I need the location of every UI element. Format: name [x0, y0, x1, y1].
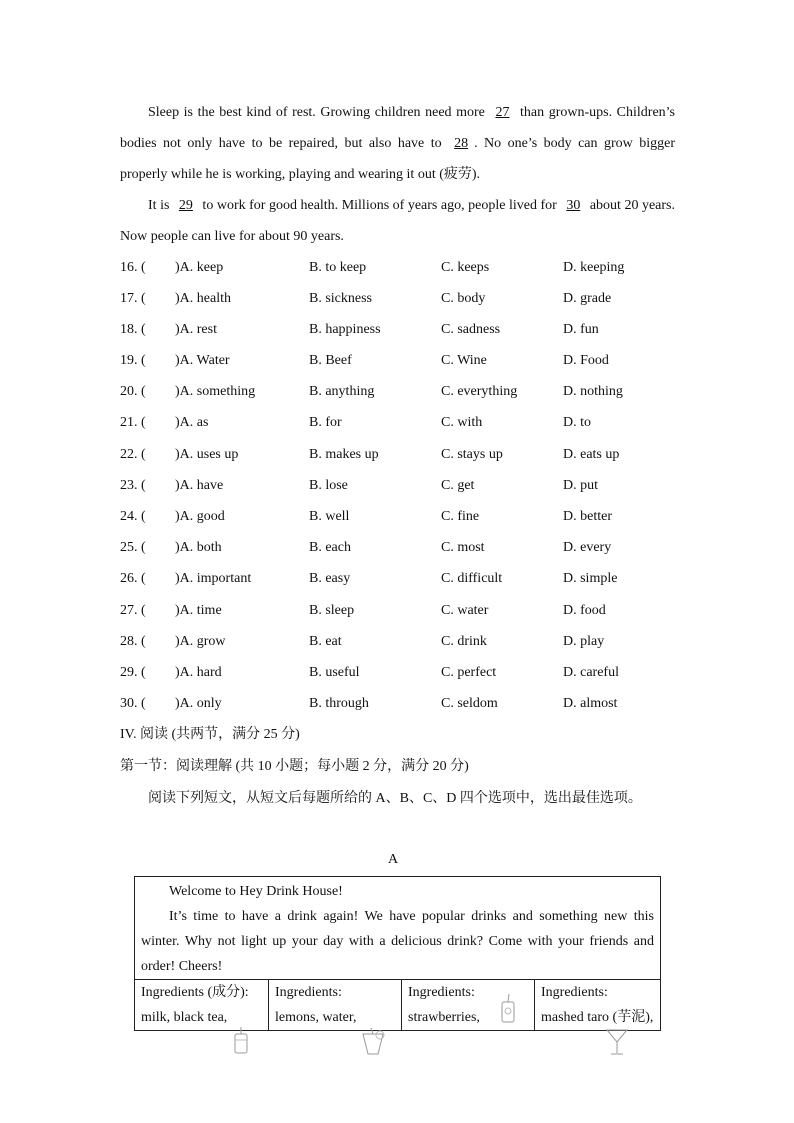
strawberry-drink-icon: [496, 993, 520, 1025]
question-number: 21. (: [120, 415, 146, 430]
option-b: B. happiness: [309, 322, 381, 337]
option-c: C. body: [441, 291, 486, 306]
ingredients-list: lemons, water,: [275, 1010, 357, 1025]
option-c: C. seldom: [441, 696, 498, 711]
question-number: 29. (: [120, 665, 146, 680]
question-row: [120, 694, 680, 714]
option-b: B. makes up: [309, 447, 379, 462]
ingredients-cell: [135, 980, 269, 1031]
part-title: 第一节：阅读理解 (共 10 小题；每小题 2 分，满分 20 分): [120, 759, 469, 774]
option-d: D. grade: [563, 291, 612, 306]
option-a: )A. have: [175, 478, 224, 493]
question-number: 20. (: [120, 384, 146, 399]
question-row: [120, 632, 680, 652]
option-c: C. drink: [441, 634, 487, 649]
ingredients-cell: [535, 980, 661, 1031]
option-c: C. perfect: [441, 665, 497, 680]
ad-welcome: Welcome to Hey Drink House!: [169, 884, 343, 899]
option-a: )A. time: [175, 603, 222, 618]
option-d: D. keeping: [563, 260, 625, 275]
milk-tea-cup-icon: [230, 1026, 252, 1056]
option-c: C. most: [441, 540, 485, 555]
blank-30: 30: [566, 198, 581, 213]
option-b: B. for: [309, 415, 342, 430]
question-number: 30. (: [120, 696, 146, 711]
option-b: B. lose: [309, 478, 348, 493]
option-a: )A. uses up: [175, 447, 239, 462]
option-a: )A. something: [175, 384, 256, 399]
question-number: 25. (: [120, 540, 146, 555]
question-number: 18. (: [120, 322, 146, 337]
blank-27: 27: [495, 105, 510, 120]
option-b: B. useful: [309, 665, 360, 680]
option-c: C. everything: [441, 384, 518, 399]
option-a: )A. important: [175, 571, 252, 586]
question-row: [120, 258, 680, 278]
blank-29: 29: [178, 198, 193, 213]
question-number: 26. (: [120, 571, 146, 586]
passage-text: to work for good health. Millions of years ago, people lived for: [198, 198, 561, 213]
question-number: 17. (: [120, 291, 146, 306]
section-title: IV. 阅读 (共两节，满分 25 分): [120, 727, 300, 742]
ingredients-heading: Ingredients:: [541, 985, 608, 1000]
question-number: 22. (: [120, 447, 146, 462]
option-b: B. easy: [309, 571, 351, 586]
question-number: 19. (: [120, 353, 146, 368]
option-d: D. nothing: [563, 384, 623, 399]
question-number: 23. (: [120, 478, 146, 493]
question-row: [120, 413, 680, 433]
option-a: )A. hard: [175, 665, 222, 680]
option-b: B. Beef: [309, 353, 352, 368]
question-row: [120, 289, 680, 309]
question-row: [120, 320, 680, 340]
ingredients-heading: Ingredients (成分):: [141, 985, 249, 1000]
passage-text: It is: [148, 198, 173, 213]
question-row: [120, 351, 680, 371]
option-d: D. put: [563, 478, 598, 493]
option-d: D. Food: [563, 353, 609, 368]
question-number: 28. (: [120, 634, 146, 649]
option-d: D. every: [563, 540, 612, 555]
option-c: C. sadness: [441, 322, 501, 337]
option-b: B. sickness: [309, 291, 372, 306]
question-row: [120, 569, 680, 589]
ingredients-heading: Ingredients:: [408, 985, 475, 1000]
ingredients-heading: Ingredients:: [275, 985, 342, 1000]
ad-intro-text: It’s time to have a drink again! We have popular drinks and something new this winter. Why not light up your day with a delicious drink? Come with your friends and order! Cheers!: [141, 909, 654, 974]
option-c: C. stays up: [441, 447, 503, 462]
option-d: D. careful: [563, 665, 619, 680]
passage-label: A: [388, 852, 399, 867]
option-a: )A. as: [175, 415, 209, 430]
lemon-drink-icon: [358, 1026, 388, 1058]
question-row: [120, 601, 680, 621]
option-b: B. through: [309, 696, 369, 711]
option-a: )A. both: [175, 540, 222, 555]
question-row: [120, 507, 680, 527]
question-row: [120, 663, 680, 683]
question-row: [120, 445, 680, 465]
passage-text: Sleep is the best kind of rest. Growing children need more: [148, 105, 490, 120]
drink-house-ad: [134, 876, 661, 1031]
option-b: B. sleep: [309, 603, 355, 618]
question-row: [120, 538, 680, 558]
passage-text: . No one’s body can grow bigger properly while he is working, playing and wearing it out (疲劳).: [120, 136, 675, 182]
option-a: )A. keep: [175, 260, 224, 275]
ingredients-list: milk, black tea,: [141, 1010, 228, 1025]
ingredients-cell: [269, 980, 402, 1031]
ingredients-list: mashed taro (芋泥),: [541, 1010, 654, 1025]
passage-paragraph-1: [120, 97, 675, 190]
option-b: B. each: [309, 540, 351, 555]
option-a: )A. grow: [175, 634, 226, 649]
passage-text: than grown-ups. Children’s bodies not only have to be repaired, but also have to: [120, 105, 675, 151]
option-a: )A. rest: [175, 322, 217, 337]
option-b: B. well: [309, 509, 350, 524]
option-a: )A. health: [175, 291, 231, 306]
question-number: 16. (: [120, 260, 146, 275]
option-d: D. almost: [563, 696, 618, 711]
option-b: B. to keep: [309, 260, 367, 275]
option-d: D. food: [563, 603, 606, 618]
option-d: D. fun: [563, 322, 599, 337]
option-a: )A. Water: [175, 353, 230, 368]
option-a: )A. only: [175, 696, 222, 711]
option-c: C. keeps: [441, 260, 490, 275]
option-b: B. eat: [309, 634, 342, 649]
option-c: C. with: [441, 415, 483, 430]
option-c: C. water: [441, 603, 489, 618]
question-row: [120, 382, 680, 402]
taro-cocktail-icon: [604, 1024, 630, 1058]
blank-28: 28: [454, 136, 469, 151]
question-number: 24. (: [120, 509, 146, 524]
question-row: [120, 476, 680, 496]
option-d: D. better: [563, 509, 612, 524]
ingredients-list: strawberries,: [408, 1010, 480, 1025]
option-d: D. play: [563, 634, 605, 649]
option-b: B. anything: [309, 384, 375, 399]
option-d: D. simple: [563, 571, 618, 586]
instruction-text: 阅读下列短文，从短文后每题所给的 A、B、C、D 四个选项中，选出最佳选项。: [148, 791, 642, 806]
option-c: C. get: [441, 478, 475, 493]
option-d: D. to: [563, 415, 591, 430]
question-number: 27. (: [120, 603, 146, 618]
option-c: C. fine: [441, 509, 480, 524]
passage-text: about 20 years. Now people can live for about 90 years.: [120, 198, 675, 244]
option-c: C. Wine: [441, 353, 487, 368]
option-d: D. eats up: [563, 447, 620, 462]
option-a: )A. good: [175, 509, 225, 524]
ad-intro-cell: [135, 877, 661, 980]
option-c: C. difficult: [441, 571, 503, 586]
passage-paragraph-2: [120, 190, 675, 252]
instruction: [120, 783, 675, 814]
